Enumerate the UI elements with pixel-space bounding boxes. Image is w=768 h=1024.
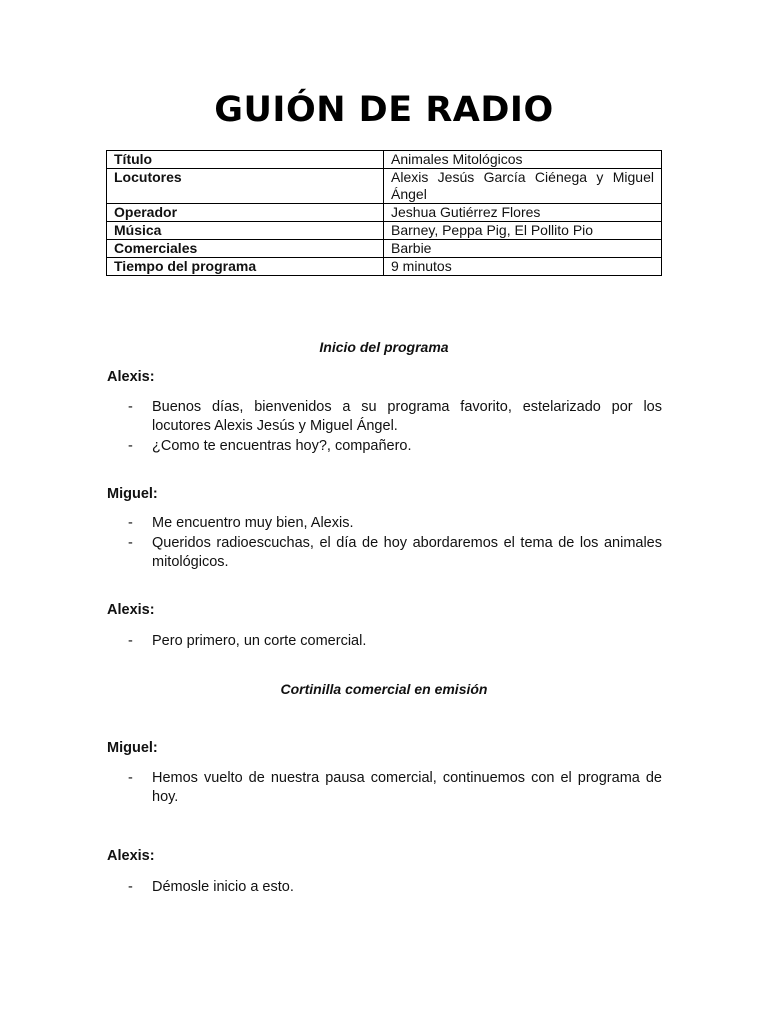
table-row [107, 204, 662, 222]
table-label: Tiempo del programa [107, 258, 384, 276]
program-info-table [106, 150, 662, 276]
bullet-dash: - [128, 535, 133, 551]
dialogue-text: Buenos días, bienvenidos a su programa favorito, estelarizado por los locutores Alexis Jesús y Miguel Ángel. [152, 399, 662, 434]
table-label: Locutores [107, 169, 384, 204]
dialogue-line [128, 769, 662, 807]
dialogue-text: Démosle inicio a esto. [152, 879, 294, 895]
table-value: Alexis Jesús García Ciénega y Miguel Ángel [384, 169, 662, 204]
dialogue-line [128, 398, 662, 436]
table-value: Barney, Peppa Pig, El Pollito Pio [384, 222, 662, 240]
table-row [107, 222, 662, 240]
table-label: Operador [107, 204, 384, 222]
bullet-dash: - [128, 633, 133, 649]
dialogue-line [128, 437, 662, 456]
table-value: Barbie [384, 240, 662, 258]
dialogue-text: Me encuentro muy bien, Alexis. [152, 515, 354, 531]
speaker-label: Alexis: [107, 369, 155, 385]
section-heading-start: Inicio del programa [319, 339, 449, 355]
speaker-label: Miguel: [107, 486, 158, 502]
table-label: Comerciales [107, 240, 384, 258]
speaker-label: Alexis: [107, 602, 155, 618]
dialogue-text: ¿Como te encuentras hoy?, compañero. [152, 438, 412, 454]
table-value: 9 minutos [384, 258, 662, 276]
bullet-dash: - [128, 438, 133, 454]
section-heading-commercial: Cortinilla comercial en emisión [280, 681, 488, 697]
dialogue-line [128, 514, 662, 533]
bullet-dash: - [128, 879, 133, 895]
speaker-label: Miguel: [107, 740, 158, 756]
bullet-dash: - [128, 770, 133, 786]
table-label: Título [107, 151, 384, 169]
table-label: Música [107, 222, 384, 240]
dialogue-text: Hemos vuelto de nuestra pausa comercial, continuemos con el programa de hoy. [152, 770, 662, 805]
speaker-label: Alexis: [107, 848, 155, 864]
table-row [107, 258, 662, 276]
table-row [107, 169, 662, 204]
table-row [107, 240, 662, 258]
dialogue-line [128, 632, 662, 651]
table-value: Animales Mitológicos [384, 151, 662, 169]
bullet-dash: - [128, 399, 133, 415]
dialogue-line [128, 878, 662, 897]
dialogue-text: Queridos radioescuchas, el día de hoy abordaremos el tema de los animales mitológicos. [152, 535, 662, 570]
dialogue-text: Pero primero, un corte comercial. [152, 633, 367, 649]
table-value: Jeshua Gutiérrez Flores [384, 204, 662, 222]
dialogue-line [128, 534, 662, 572]
bullet-dash: - [128, 515, 133, 531]
table-row [107, 151, 662, 169]
document-title: GUIÓN DE RADIO [214, 90, 554, 130]
